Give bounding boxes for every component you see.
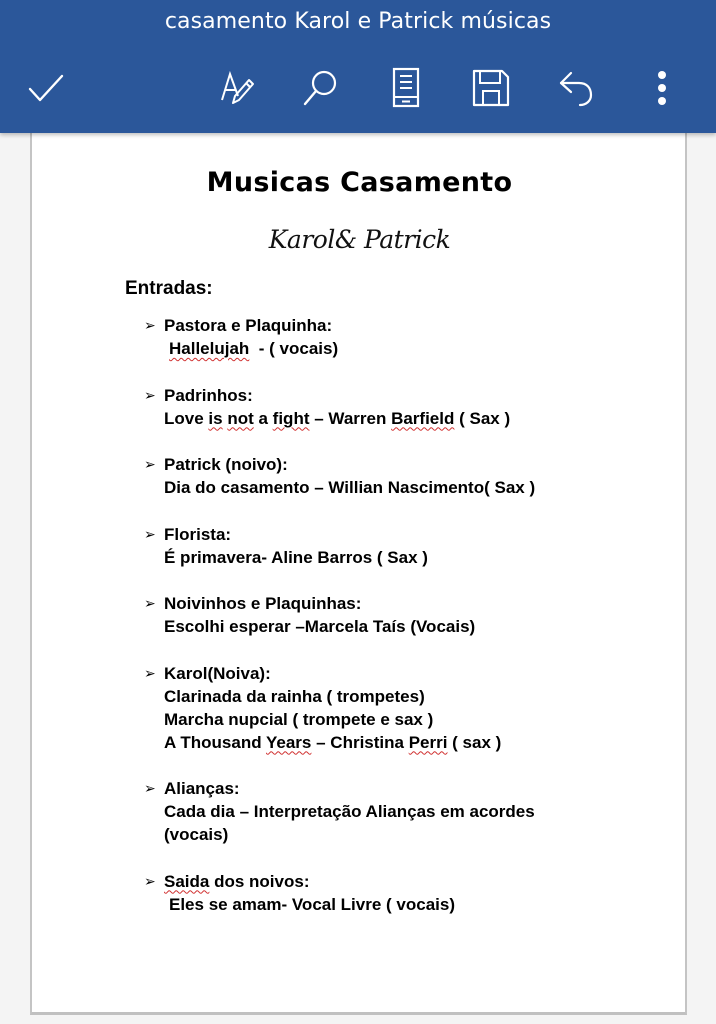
- more-options-button[interactable]: [638, 64, 686, 112]
- text-run: Eles se amam- Vocal Livre ( vocais): [169, 894, 455, 914]
- song-line: [144, 800, 664, 823]
- text-run: É primavera- Aline Barros ( Sax ): [164, 547, 428, 567]
- song-line: [144, 476, 664, 499]
- list-item-heading: [144, 523, 664, 546]
- mobile-view-icon: [391, 67, 421, 109]
- document-heading: Musicas Casamento: [206, 167, 513, 198]
- text-run: Escolhi esperar –Marcela Taís (Vocais): [164, 617, 476, 636]
- entries-list: [144, 314, 664, 939]
- text-run: – Warren: [309, 408, 392, 428]
- mobile-view-button[interactable]: [382, 64, 430, 112]
- list-item-heading: [144, 777, 664, 800]
- text-run: - ( vocais): [249, 339, 339, 358]
- list-item: [144, 523, 664, 569]
- text-run: – Christina: [311, 732, 409, 752]
- checkmark-icon: [26, 71, 66, 105]
- list-item-heading-text: Noivinhos e Plaquinhas:: [164, 594, 362, 613]
- search-icon: [300, 68, 340, 108]
- list-item-heading-text: Padrinhos:: [164, 385, 253, 405]
- list-item-heading-text: Patrick (noivo):: [164, 455, 288, 474]
- list-item: [144, 592, 664, 638]
- text-run: ( sax ): [447, 732, 502, 752]
- text-run: A Thousand: [164, 732, 266, 752]
- save-icon: [471, 68, 511, 108]
- arrow-bullet-icon: ➢: [144, 780, 156, 796]
- list-item: [144, 314, 664, 360]
- song-line: [144, 823, 664, 846]
- text-run: ( Sax ): [454, 408, 511, 428]
- more-vertical-icon: [656, 68, 668, 108]
- document-page[interactable]: [30, 133, 687, 1015]
- document-title: casamento Karol e Patrick músicas: [164, 9, 552, 34]
- list-item: [144, 384, 664, 430]
- section-heading-entradas: Entradas:: [125, 278, 213, 299]
- text-run: Clarinada da rainha ( trompetes): [164, 686, 425, 706]
- list-item-heading: [144, 592, 664, 615]
- document-canvas[interactable]: [0, 133, 716, 1024]
- undo-button[interactable]: [553, 64, 601, 112]
- misspelled-word: not: [227, 408, 254, 428]
- misspelled-word: fight: [272, 408, 310, 428]
- arrow-bullet-icon: ➢: [144, 664, 156, 681]
- misspelled-word: Barfield: [391, 408, 455, 428]
- arrow-bullet-icon: ➢: [144, 317, 156, 333]
- list-item-heading-text: Karol(Noiva):: [164, 663, 271, 683]
- list-item-heading: [144, 870, 664, 893]
- document-subtitle: Karol& Patrick: [268, 225, 451, 254]
- misspelled-word: is: [208, 408, 223, 428]
- misspelled-word: Perri: [408, 732, 448, 752]
- text-format-pen-icon: [217, 68, 257, 108]
- find-button[interactable]: [296, 64, 344, 112]
- misspelled-word: Years: [266, 732, 312, 752]
- list-item-heading-text: Pastora e Plaquinha:: [164, 316, 333, 335]
- text-run: a: [253, 408, 273, 428]
- song-line: [144, 708, 664, 731]
- list-item-heading-text: Florista:: [164, 524, 232, 544]
- list-item-heading: [144, 453, 664, 476]
- list-item-heading: [144, 662, 664, 685]
- song-line: [144, 615, 664, 638]
- text-run: Dia do casamento – Willian Nascimento( Sax ): [164, 478, 536, 497]
- format-text-button[interactable]: [213, 64, 261, 112]
- list-item: [144, 777, 664, 846]
- list-item: [144, 870, 664, 916]
- list-item-heading: [144, 384, 664, 407]
- arrow-bullet-icon: ➢: [144, 595, 156, 611]
- arrow-bullet-icon: ➢: [144, 525, 156, 542]
- text-run: (vocais): [164, 825, 229, 844]
- text-run: Marcha nupcial ( trompete e sax ): [164, 709, 434, 729]
- save-button[interactable]: [467, 64, 515, 112]
- list-item: [144, 662, 664, 754]
- song-line: [144, 337, 664, 360]
- song-line: [144, 893, 664, 916]
- list-item: [144, 453, 664, 499]
- misspelled-word: Saida: [164, 871, 210, 891]
- arrow-bullet-icon: ➢: [144, 386, 156, 403]
- app-bar: [0, 0, 716, 133]
- done-button[interactable]: [22, 64, 70, 112]
- song-line: [144, 731, 664, 754]
- arrow-bullet-icon: ➢: [144, 456, 156, 472]
- arrow-bullet-icon: ➢: [144, 872, 156, 889]
- song-line: [144, 546, 664, 569]
- list-item-heading: [144, 314, 664, 337]
- song-line: [144, 685, 664, 708]
- text-run: Cada dia – Interpretação Alianças em acordes: [164, 802, 535, 821]
- text-run: Love: [164, 408, 209, 428]
- text-run: dos noivos:: [209, 871, 310, 891]
- undo-icon: [557, 68, 597, 108]
- song-line: [144, 407, 664, 430]
- list-item-heading-text: Alianças:: [164, 779, 240, 798]
- misspelled-word: Hallelujah: [169, 339, 250, 358]
